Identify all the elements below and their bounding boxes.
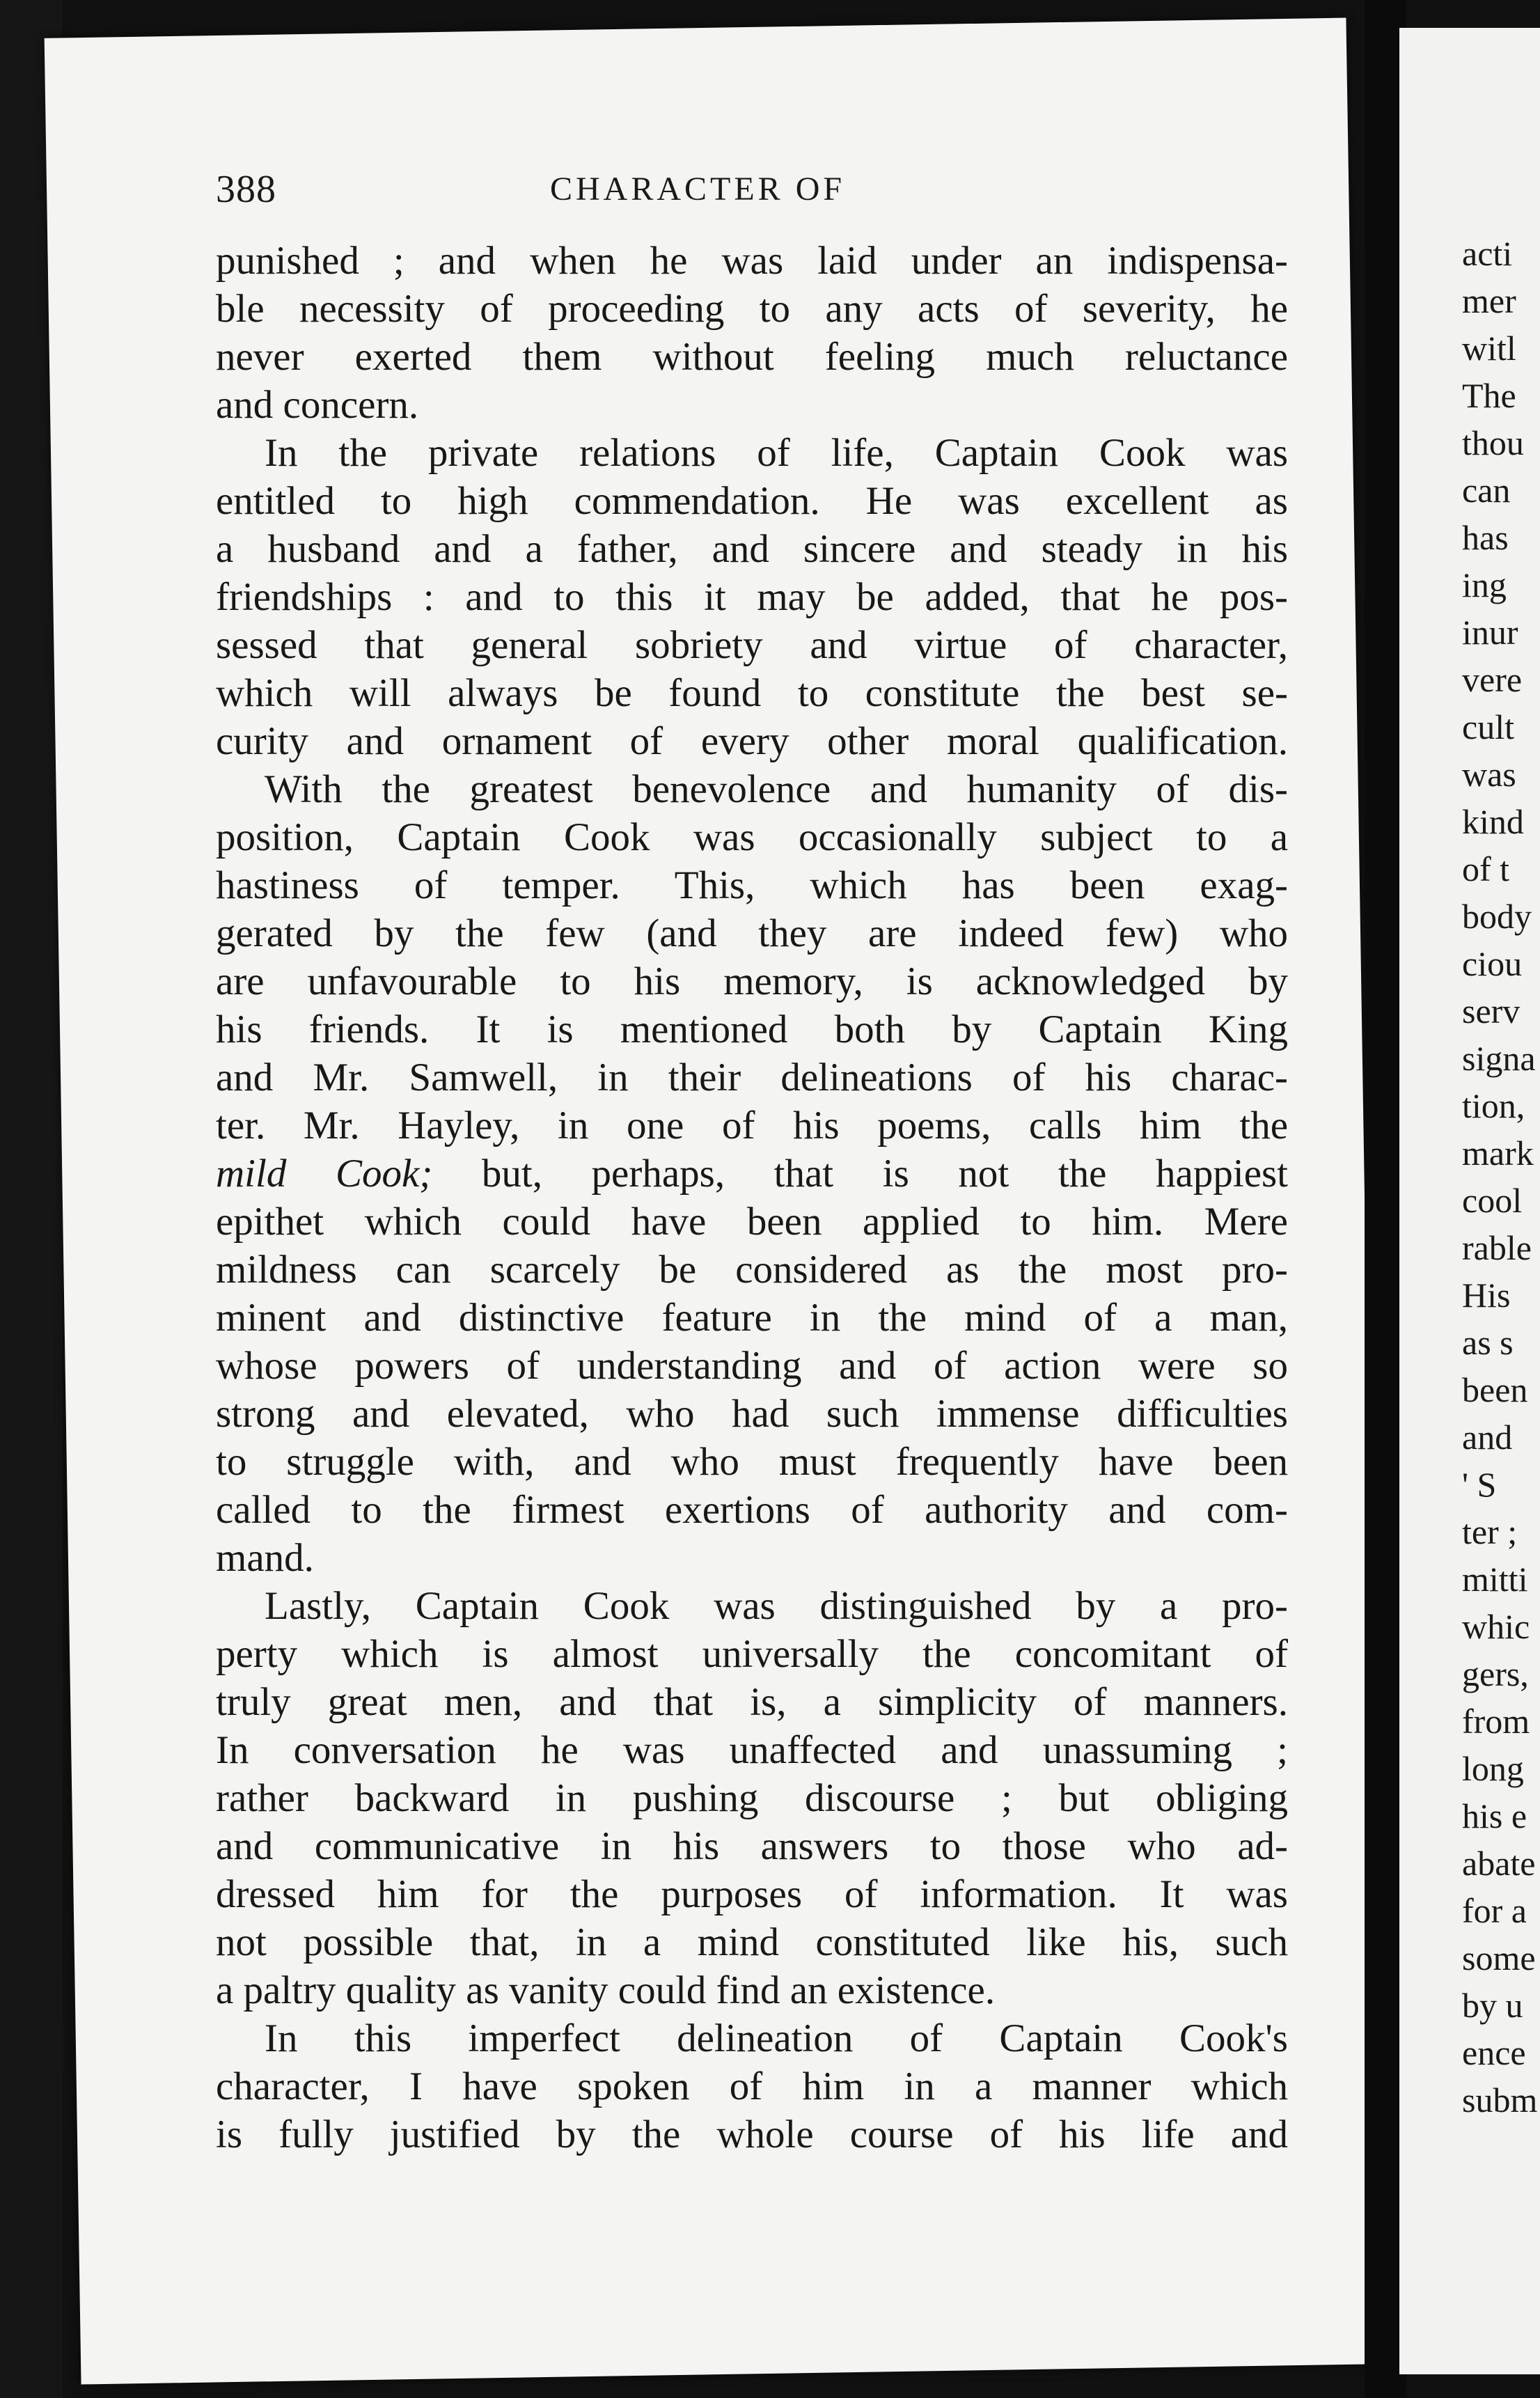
text-line: and communicative in his answers to those who ad- — [216, 1824, 1288, 1868]
text-line: a paltry quality as vanity could find an existence. — [216, 1968, 996, 2012]
facing-fragment: His — [1462, 1276, 1511, 1315]
text-line: entitled to high commendation. He was excellent as — [216, 479, 1288, 523]
text-line: sessed that general sobriety and virtue of character, — [216, 623, 1288, 667]
facing-fragment: acti — [1462, 234, 1513, 273]
facing-page-text — [1462, 230, 1540, 2124]
text-line: position, Captain Cook was occasionally subject to a — [216, 815, 1288, 859]
text-line: friendships : and to this it may be added, that he pos- — [216, 575, 1288, 619]
facing-fragment: tion, — [1462, 1086, 1525, 1125]
facing-fragment: was — [1462, 755, 1516, 794]
text-line: epithet which could have been applied to him. Mere — [216, 1200, 1288, 1244]
facing-fragment: serv — [1462, 992, 1521, 1030]
text-line: and Mr. Samwell, in their delineations of his charac- — [216, 1056, 1288, 1099]
text-line: punished ; and when he was laid under an indispensa- — [216, 239, 1288, 283]
text-line: called to the firmest exertions of authority and com- — [216, 1488, 1288, 1532]
facing-fragment: cool — [1462, 1181, 1523, 1220]
text-line: whose powers of understanding and of action were so — [216, 1344, 1288, 1388]
page-header — [216, 167, 1288, 237]
facing-fragment: has — [1462, 518, 1509, 557]
text-line: curity and ornament of every other moral qualification. — [216, 719, 1288, 763]
paragraph-start-line: Lastly, Captain Cook was distinguished by a pro- — [265, 1584, 1288, 1628]
text-line: perty which is almost universally the concomitant of — [216, 1632, 1288, 1676]
facing-fragment: The — [1462, 376, 1516, 415]
text-line-with-italic — [216, 1150, 1288, 1198]
text-line: rather backward in pushing discourse ; but obliging — [216, 1776, 1288, 1820]
text-line: strong and elevated, who had such immense difficulties — [216, 1392, 1288, 1436]
facing-fragment: mer — [1462, 281, 1516, 320]
text-line: a husband and a father, and sincere and steady in his — [216, 527, 1288, 571]
text-line: In conversation he was unaffected and unassuming ; — [216, 1728, 1288, 1772]
facing-fragment: subm — [1462, 2080, 1538, 2119]
facing-fragment: signa — [1462, 1039, 1536, 1078]
text-line: mildness can scarcely be considered as the most pro- — [216, 1248, 1288, 1292]
facing-fragment: his e — [1462, 1796, 1527, 1835]
facing-fragment: ence — [1462, 2033, 1526, 2072]
facing-fragment: can — [1462, 471, 1511, 510]
facing-fragment: abate — [1462, 1844, 1536, 1883]
facing-fragment: vere — [1462, 660, 1523, 699]
text-line: truly great men, and that is, a simplicity of manners. — [216, 1680, 1288, 1724]
text-line: ble necessity of proceeding to any acts of severity, he — [216, 287, 1288, 331]
text-line: his friends. It is mentioned both by Captain King — [216, 1008, 1288, 1051]
text-line: not possible that, in a mind constituted like his, such — [216, 1920, 1288, 1964]
facing-fragment: been — [1462, 1370, 1528, 1409]
facing-fragment: and — [1462, 1418, 1513, 1457]
facing-fragment: thou — [1462, 423, 1524, 462]
facing-fragment: gers, — [1462, 1654, 1529, 1693]
text-line: never exerted them without feeling much reluctance — [216, 335, 1288, 379]
text-line: is fully justified by the whole course of his life and — [216, 2113, 1288, 2156]
paragraph-start-line: In this imperfect delineation of Captain Cook's — [265, 2016, 1288, 2060]
text-line: to struggle with, and who must frequently have been — [216, 1440, 1288, 1484]
paragraph-start-line: With the greatest benevolence and humanity of dis- — [265, 767, 1288, 811]
facing-fragment: body — [1462, 897, 1532, 936]
text-line: mand. — [216, 1536, 314, 1580]
running-head: CHARACTER OF — [550, 171, 846, 207]
italic-phrase: mild Cook; — [216, 1152, 433, 1196]
text-line: and concern. — [216, 383, 419, 427]
facing-fragment: some — [1462, 1938, 1536, 1977]
text-line: character, I have spoken of him in a manner which — [216, 2064, 1288, 2108]
text-line: hastiness of temper. This, which has been exag- — [216, 863, 1288, 907]
facing-fragment: mitti — [1462, 1560, 1528, 1599]
page-body — [216, 237, 1288, 2158]
facing-fragment: ' S — [1462, 1465, 1497, 1504]
text-line-remainder: but, perhaps, that is not the happiest — [481, 1152, 1289, 1196]
text-line: are unfavourable to his memory, is acknowledged by — [216, 959, 1288, 1003]
facing-fragment: as s — [1462, 1323, 1514, 1362]
facing-fragment: for a — [1462, 1891, 1527, 1930]
facing-fragment: kind — [1462, 802, 1524, 841]
facing-fragment: by u — [1462, 1986, 1523, 2025]
facing-fragment: mark — [1462, 1134, 1534, 1173]
facing-fragment: ciou — [1462, 944, 1523, 983]
text-line: dressed him for the purposes of information. It was — [216, 1872, 1288, 1916]
facing-fragment: from — [1462, 1702, 1530, 1741]
text-line: gerated by the few (and they are indeed few) who — [216, 911, 1288, 955]
paragraph-start-line: In the private relations of life, Captain Cook was — [265, 431, 1288, 475]
facing-fragment: cult — [1462, 707, 1514, 746]
facing-fragment: whic — [1462, 1607, 1530, 1646]
facing-fragment: witl — [1462, 329, 1516, 368]
text-line: ter. Mr. Hayley, in one of his poems, calls him the — [216, 1104, 1288, 1147]
text-line: minent and distinctive feature in the mind of a man, — [216, 1296, 1288, 1340]
facing-fragment: of t — [1462, 849, 1510, 888]
facing-fragment: rable — [1462, 1228, 1532, 1267]
text-line: which will always be found to constitute the best se- — [216, 671, 1288, 715]
facing-fragment: ter ; — [1462, 1512, 1518, 1551]
facing-fragment: ing — [1462, 565, 1507, 604]
facing-fragment: inur — [1462, 613, 1518, 652]
facing-fragment: long — [1462, 1749, 1524, 1788]
page-number: 388 — [216, 168, 276, 211]
